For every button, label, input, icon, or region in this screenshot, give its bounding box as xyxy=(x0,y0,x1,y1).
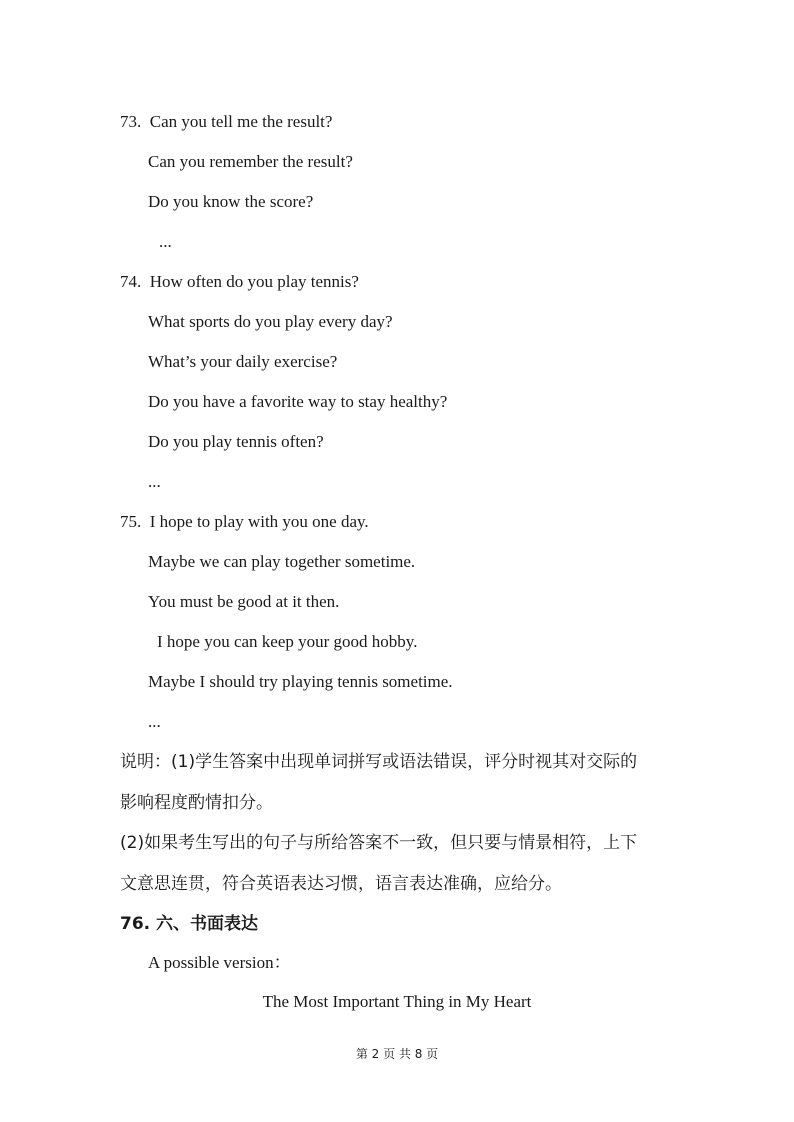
page-footer: 第 2 页 共 8 页 xyxy=(355,1047,439,1061)
q73-answer-2: Can you remember the result? xyxy=(148,152,353,171)
q75-answer-3: You must be good at it then. xyxy=(148,592,340,611)
q73-line-1 xyxy=(120,111,332,133)
essay-title: The Most Important Thing in My Heart xyxy=(262,992,532,1011)
q74-answer-5: Do you play tennis often? xyxy=(148,432,324,451)
section-76-intro: A possible version： xyxy=(148,953,291,972)
q73-answer-3: Do you know the score? xyxy=(148,192,314,211)
q74-number: 74. xyxy=(120,272,142,291)
q73-answer-1: Can you tell me the result? xyxy=(149,112,333,131)
q74-answer-4: Do you have a favorite way to stay healthy? xyxy=(148,392,448,411)
q75-ellipsis: ... xyxy=(148,712,161,731)
q75-number: 75. xyxy=(120,512,142,531)
section-76-heading: 76. 六、书面表达 xyxy=(120,914,259,934)
q75-answer-2: Maybe we can play together sometime. xyxy=(148,552,416,571)
q74-answer-2: What sports do you play every day? xyxy=(148,312,393,331)
q74-ellipsis: ... xyxy=(148,472,161,491)
q74-answer-3: What’s your daily exercise? xyxy=(148,352,338,371)
q75-answer-5: Maybe I should try playing tennis sometime. xyxy=(148,672,453,691)
q75-answer-1: I hope to play with you one day. xyxy=(149,512,369,531)
q74-line-1 xyxy=(120,271,359,293)
q75-line-1 xyxy=(120,511,369,533)
q73-ellipsis: ... xyxy=(159,232,172,251)
note-1-line-2: 影响程度酌情扣分。 xyxy=(120,793,273,813)
note-2-line-1: (2)如果考生写出的句子与所给答案不一致，但只要与情景相符，上下 xyxy=(120,833,638,853)
q75-answer-4: I hope you can keep your good hobby. xyxy=(157,632,418,651)
q73-number: 73. xyxy=(120,112,142,131)
q74-answer-1: How often do you play tennis? xyxy=(149,272,359,291)
note-1-line-1: 说明：(1)学生答案中出现单词拼写或语法错误，评分时视其对交际的 xyxy=(120,752,638,772)
note-2-line-2: 文意思连贯，符合英语表达习惯，语言表达准确，应给分。 xyxy=(120,874,562,894)
